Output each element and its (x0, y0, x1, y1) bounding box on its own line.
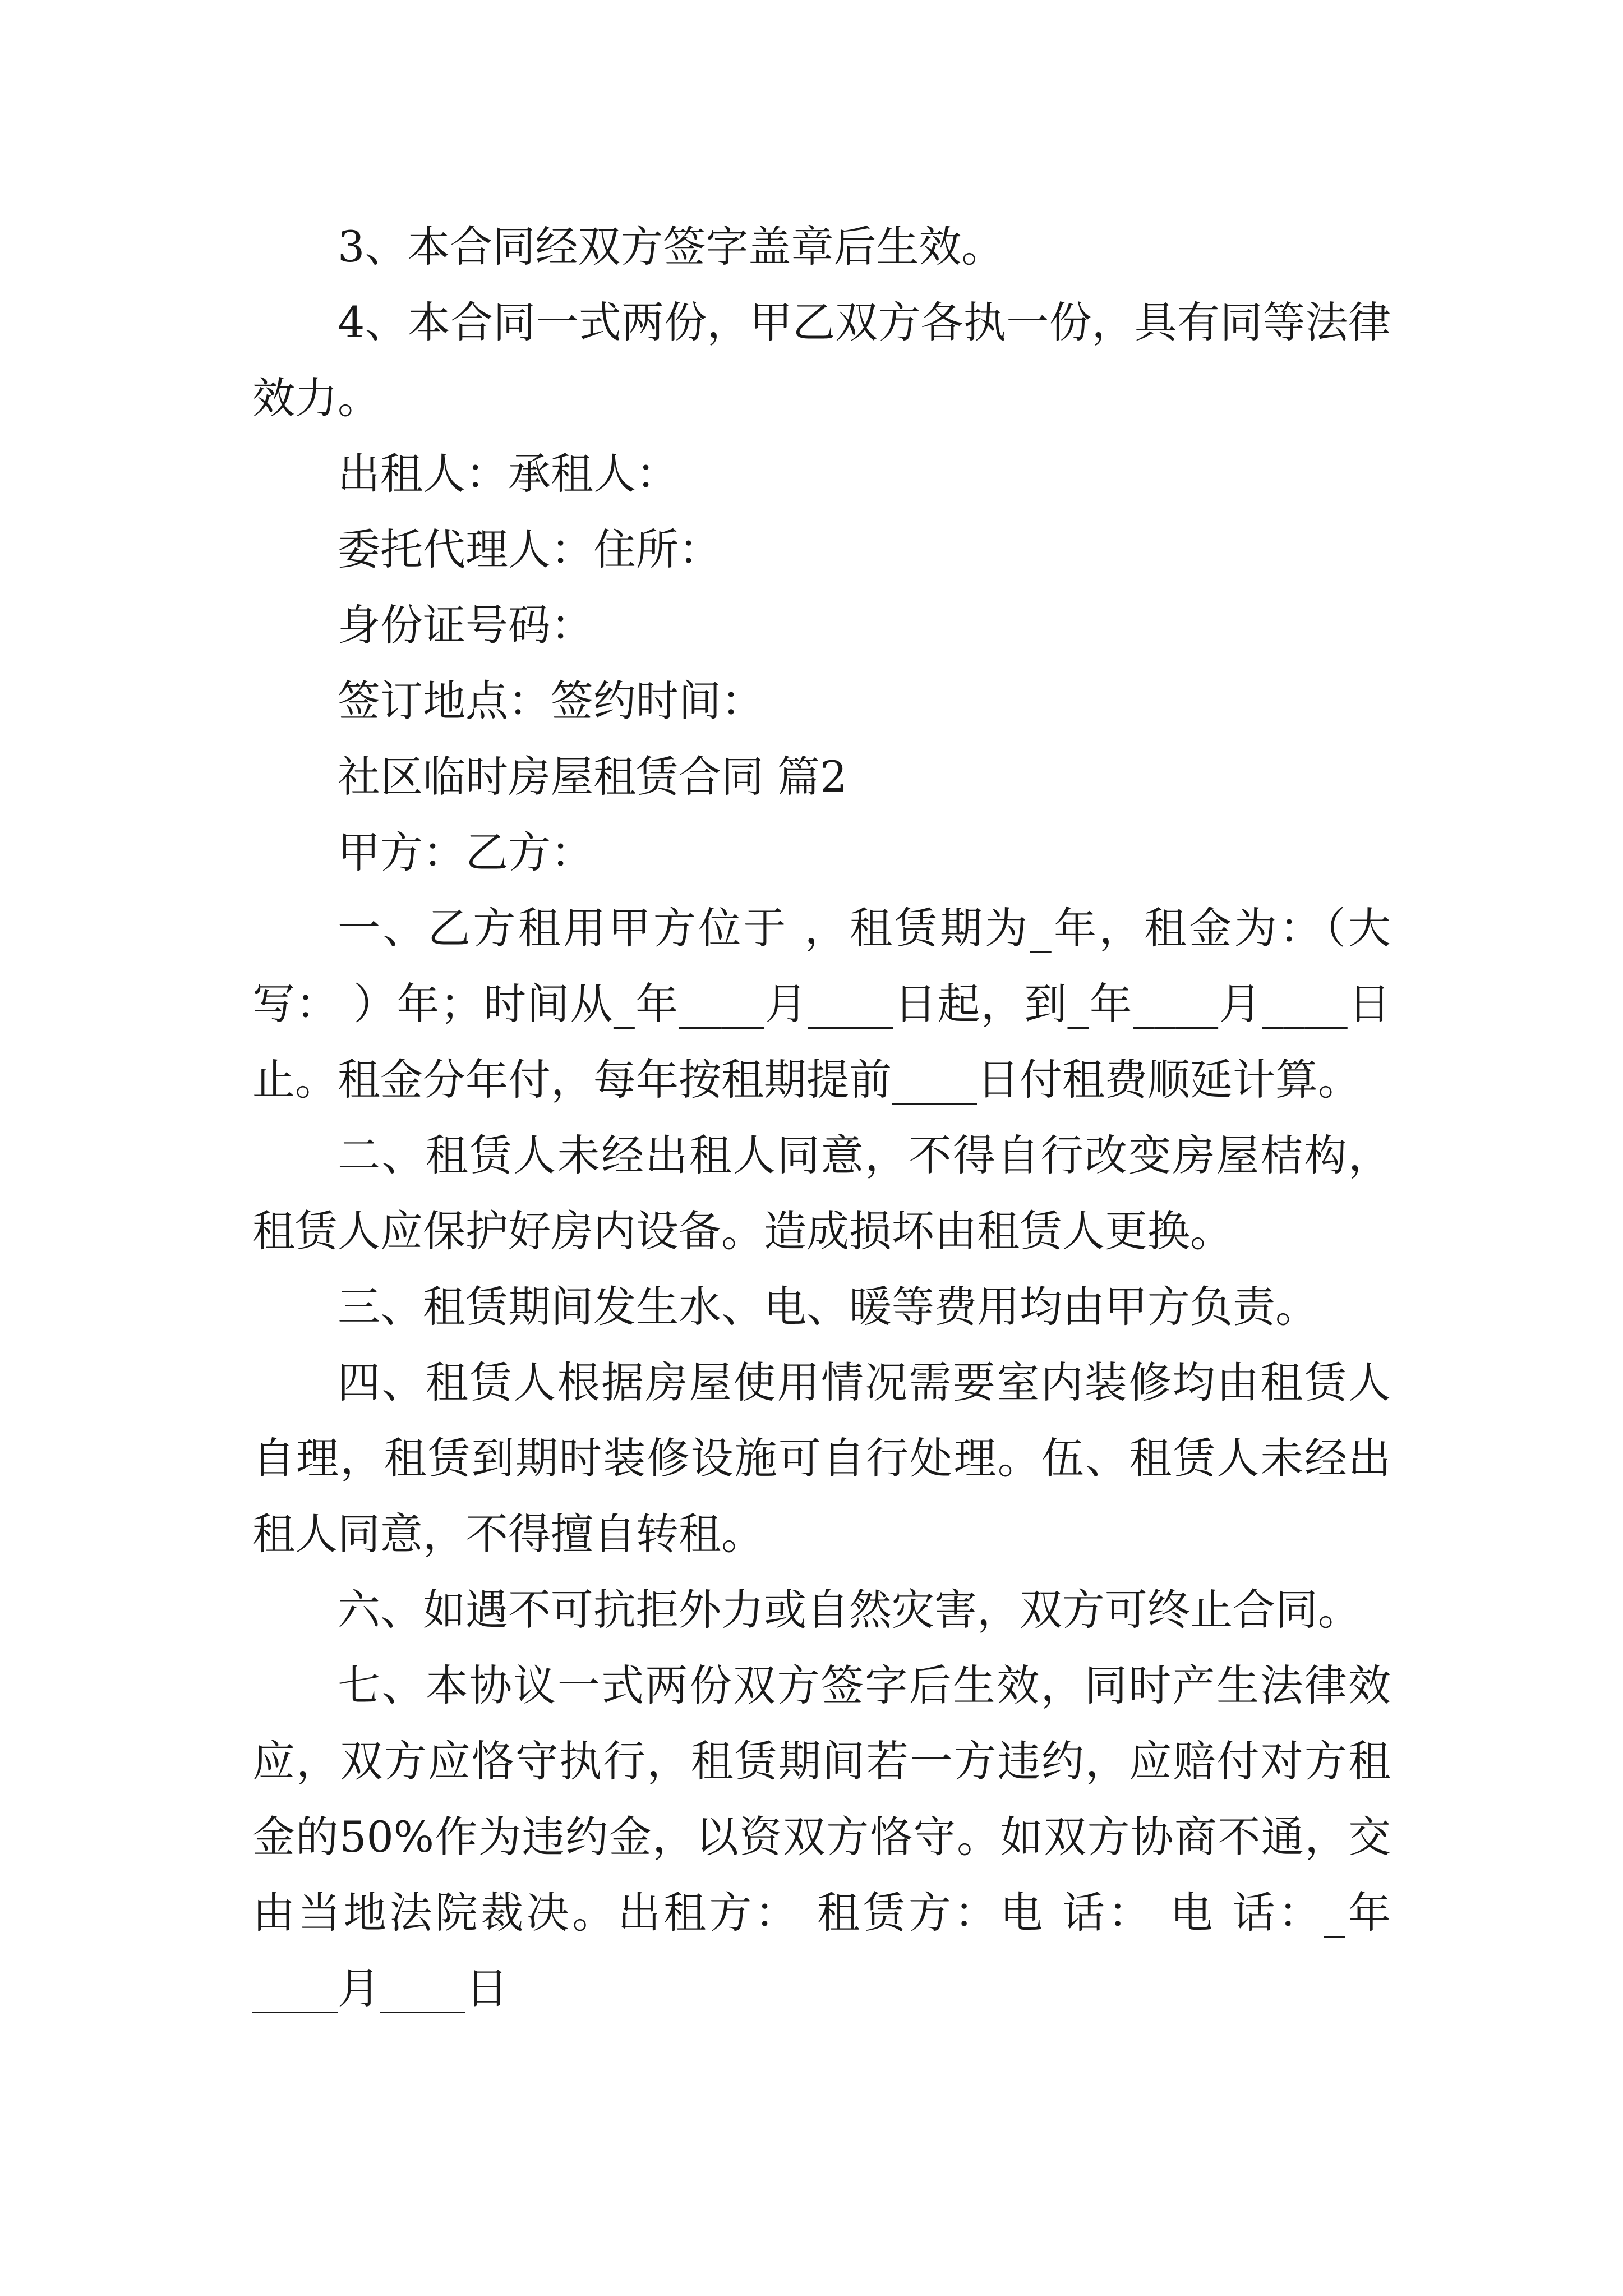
clause-1-term-rent: 一、乙方租用甲方位于 ，租赁期为_年，租金为：（大写： ）年；时间从_年____月____日起，到_年____月____日止。租金分年付，每年按租期提前____日付租费顺延计算。 (252, 903, 1391, 1105)
signature-agent-address: 委托代理人：住所： (338, 524, 721, 574)
clause-2-structure: 二、租赁人未经出租人同意，不得自行改变房屋桔构，租赁人应保护好房内设备。造成损坏由租赁人更换。 (252, 1130, 1391, 1256)
parties-line: 甲方：乙方： (338, 827, 593, 877)
clause-4-renovation: 四、租赁人根据房屋使用情况需要室内装修均由租赁人自理，租赁到期时装修设施可自行处理。伍、租赁人未经出租人同意，不得擅自转租。 (252, 1358, 1391, 1559)
clause-3-utilities: 三、租赁期间发生水、电、暖等费用均由甲方负责。 (338, 1282, 1318, 1332)
clause-6-force-majeure: 六、如遇不可抗拒外力或自然灾害，双方可终止合同。 (338, 1585, 1361, 1635)
signature-place-time: 签订地点：签约时间： (338, 676, 764, 726)
document-body (252, 209, 1391, 2026)
clause-7-breach: 七、本协议一式两份双方签字后生效，同时产生法律效应，双方应恪守执行，租赁期间若一方违约，应赔付对方租金的50%作为违约金，以资双方恪守。如双方协商不通，交由当地法院裁决。出租方： 租赁方：电 话： 电 话：_年____月____日 (252, 1660, 1391, 2013)
clause-4-copies: 4、本合同一式两份，甲乙双方各执一份，具有同等法律效力。 (252, 297, 1391, 423)
signature-lessor-lessee: 出租人：承租人： (338, 449, 679, 499)
section-title: 社区临时房屋租赁合同 篇2 (338, 752, 847, 802)
signature-id-number: 身份证号码： (338, 600, 593, 650)
clause-3-effective: 3、本合同经双方签字盖章后生效。 (338, 222, 1004, 272)
